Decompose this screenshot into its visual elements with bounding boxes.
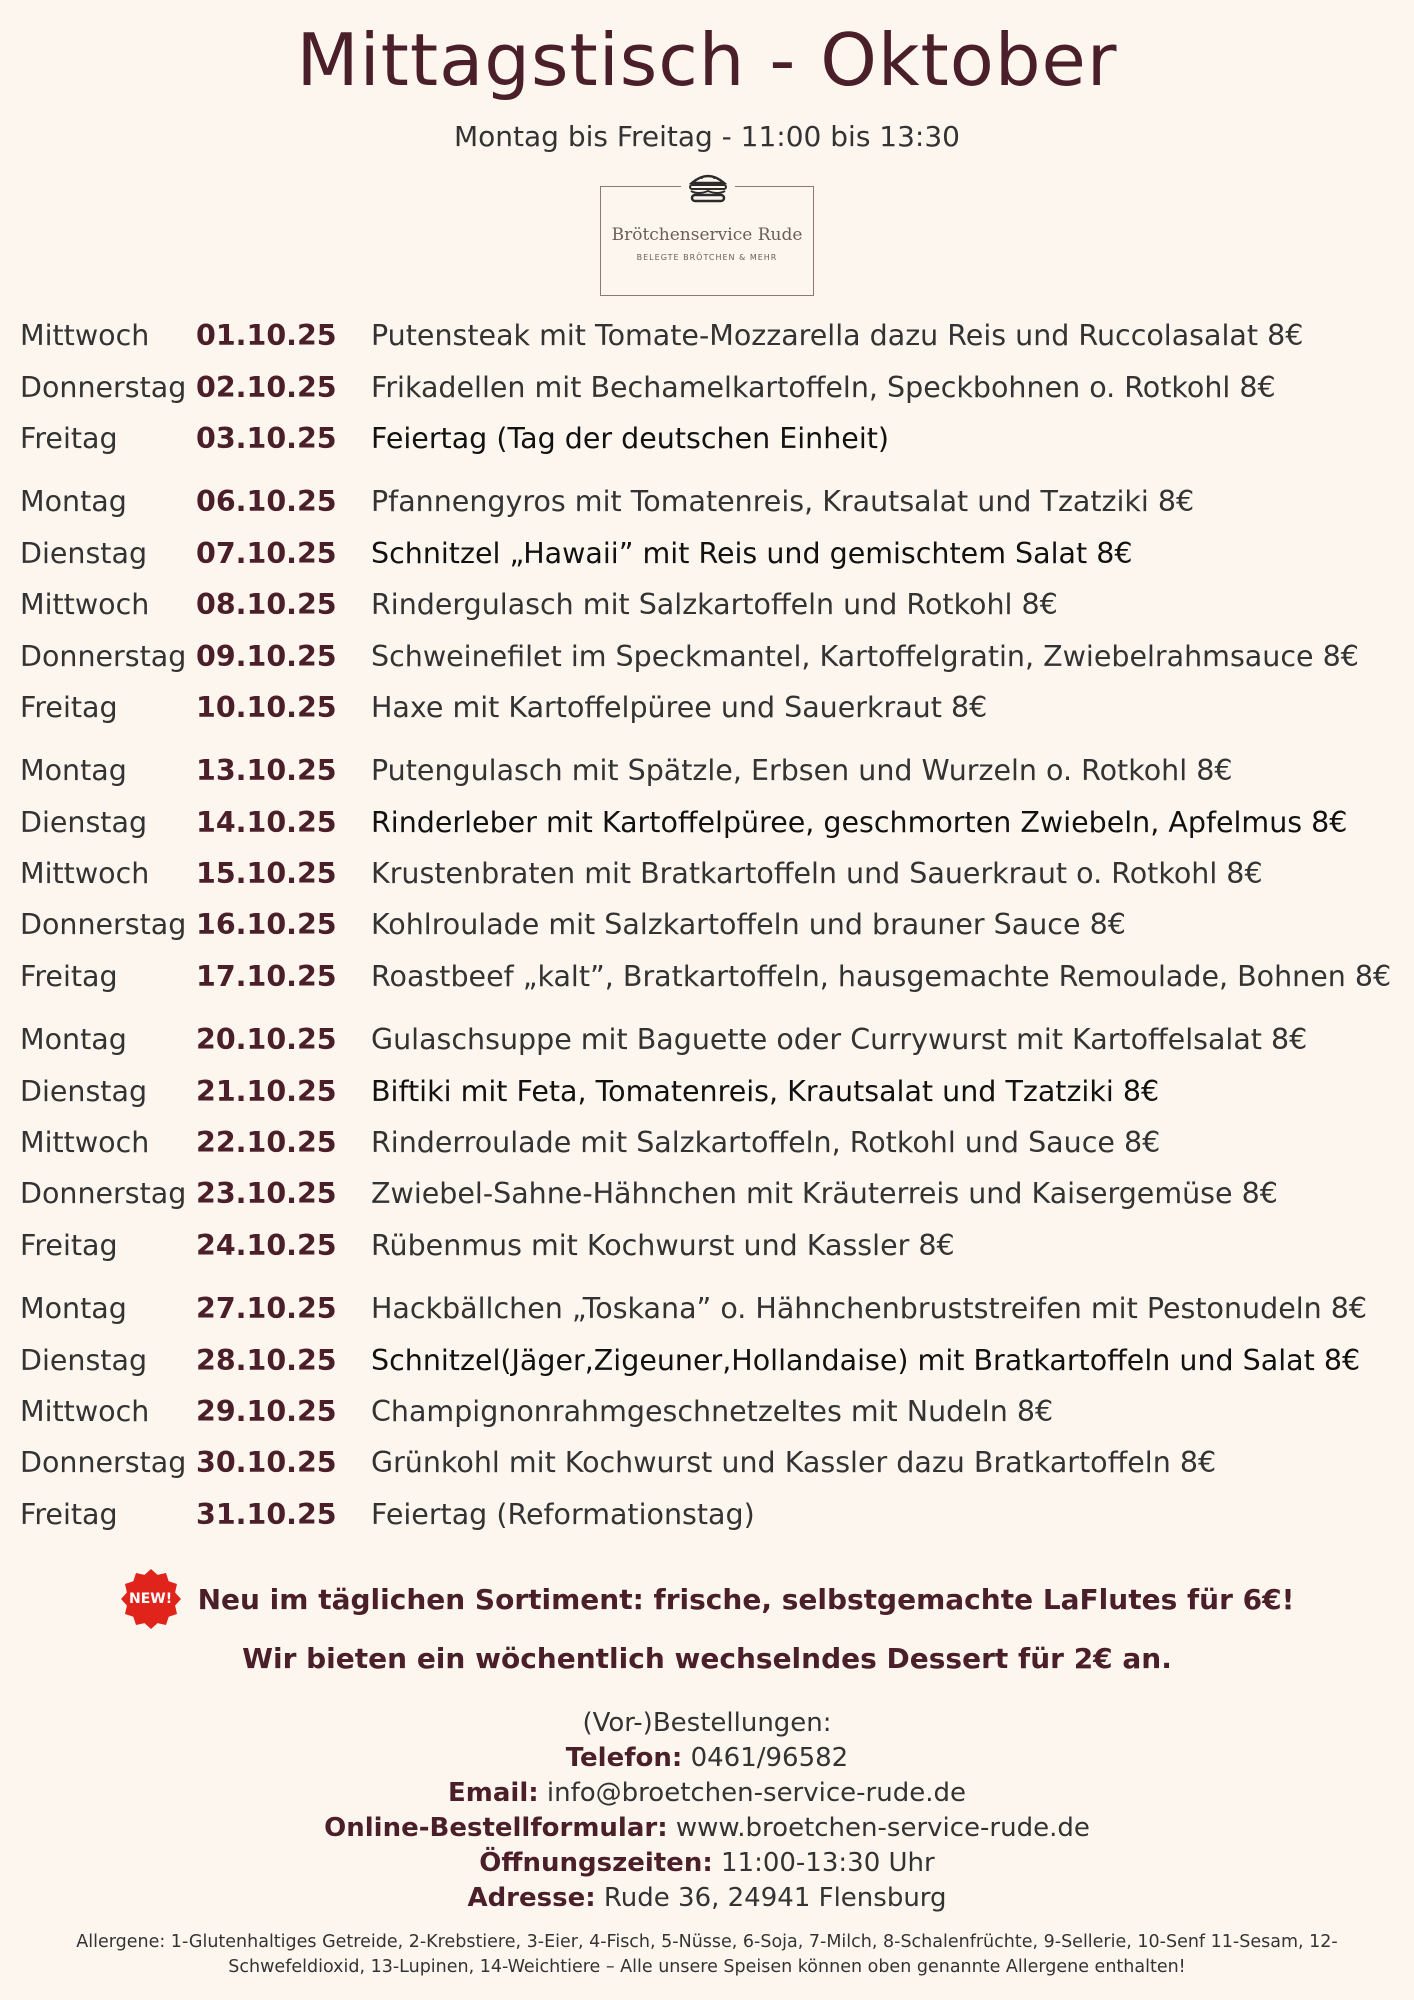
dish: Grünkohl mit Kochwurst und Kassler dazu Bratkartoffeln 8€ [371,1446,1217,1480]
menu-row [0,361,1414,412]
day-name: Montag [20,1023,127,1057]
menu-row [0,579,1414,630]
day-name: Donnerstag [20,370,187,404]
menu-row [0,1283,1414,1334]
date: 17.10.25 [196,959,337,993]
menu-week [0,745,1414,1002]
address-label: Adresse: [467,1883,596,1913]
date: 07.10.25 [196,536,337,570]
menu-row [0,413,1414,464]
day-name: Dienstag [20,1074,148,1108]
day-name: Freitag [20,959,118,993]
menu-row [0,899,1414,950]
date: 03.10.25 [196,421,337,455]
dish: Rinderroulade mit Salzkartoffeln, Rotkohl und Sauce 8€ [371,1126,1161,1160]
dish: Putengulasch mit Spätzle, Erbsen und Wurzeln o. Rotkohl 8€ [371,754,1233,788]
menu-row [0,1334,1414,1385]
dish: Hackbällchen „Toskana” o. Hähnchenbruststreifen mit Pestonudeln 8€ [371,1292,1368,1326]
dish: Krustenbraten mit Bratkartoffeln und Sauerkraut o. Rotkohl 8€ [371,857,1263,891]
dessert-note: Wir bieten ein wöchentlich wechselndes Dessert für 2€ an. [242,1642,1172,1675]
day-name: Mittwoch [20,1395,150,1428]
dish: Schnitzel „Hawaii” mit Reis und gemischtem Salat 8€ [371,536,1133,570]
day-name: Montag [20,485,127,519]
menu-row [0,682,1414,733]
date: 29.10.25 [196,1395,337,1428]
day-name: Dienstag [20,1343,148,1377]
date: 01.10.25 [196,319,337,353]
dish: Roastbeef „kalt”, Bratkartoffeln, hausgemachte Remoulade, Bohnen 8€ [371,959,1392,993]
allergen-note [50,1930,1364,1980]
burger-icon [681,165,735,209]
dish: Feiertag (Tag der deutschen Einheit) [371,421,890,455]
date: 24.10.25 [196,1228,337,1262]
dish: Rinderleber mit Kartoffelpüree, geschmorten Zwiebeln, Apfelmus 8€ [371,805,1348,839]
date: 13.10.25 [196,754,337,788]
news-line [0,1568,1414,1630]
day-name: Dienstag [20,536,148,570]
dish: Schweinefilet im Speckmantel, Kartoffelgratin, Zwiebelrahmsauce 8€ [371,639,1359,673]
dish: Frikadellen mit Bechamelkartoffeln, Speckbohnen o. Rotkohl 8€ [371,370,1276,404]
date: 16.10.25 [196,908,337,942]
date: 23.10.25 [196,1177,337,1211]
menu-row [0,476,1414,527]
menu-row [0,1220,1414,1271]
day-name: Montag [20,754,127,788]
date: 02.10.25 [196,370,337,404]
dish: Gulaschsuppe mit Baguette oder Currywurst mit Kartoffelsalat 8€ [371,1023,1308,1057]
dish: Schnitzel(Jäger,Zigeuner,Hollandaise) mit Bratkartoffeln und Salat 8€ [371,1343,1361,1377]
contact-form-row [0,1811,1414,1846]
hours-label: Öffnungszeiten: [479,1848,713,1878]
day-name: Donnerstag [20,1177,187,1211]
date: 10.10.25 [196,690,337,724]
dish: Feiertag (Reformationstag) [371,1497,755,1531]
menu-row [0,1168,1414,1219]
contact-phone-row [0,1741,1414,1776]
new-badge [120,1568,182,1630]
contact-email-row [0,1776,1414,1811]
menu-row [0,1437,1414,1488]
dish: Putensteak mit Tomate-Mozzarella dazu Reis und Ruccolasalat 8€ [371,319,1304,353]
dish: Rübenmus mit Kochwurst und Kassler 8€ [371,1228,955,1262]
menu-row [0,848,1414,899]
dish: Biftiki mit Feta, Tomatenreis, Krautsalat und Tzatziki 8€ [371,1074,1160,1108]
menu-week [0,1014,1414,1271]
form-label: Online-Bestellformular: [324,1813,668,1843]
menu-week [0,310,1414,464]
day-name: Mittwoch [20,588,150,622]
menu-row [0,745,1414,796]
menu-row [0,528,1414,579]
day-name: Freitag [20,1497,118,1531]
opening-subtitle: Montag bis Freitag - 11:00 bis 13:30 [454,120,960,153]
news-text: Neu im täglichen Sortiment: frische, selbstgemachte LaFlutes für 6€! [197,1582,1295,1616]
dish: Zwiebel-Sahne-Hähnchen mit Kräuterreis und Kaisergemüse 8€ [371,1177,1278,1211]
phone-value: 0461/96582 [690,1743,849,1773]
day-name: Freitag [20,690,118,724]
dish: Kohlroulade mit Salzkartoffeln und brauner Sauce 8€ [371,908,1126,942]
phone-label: Telefon: [565,1743,683,1773]
menu-row [0,797,1414,848]
day-name: Mittwoch [20,1126,150,1160]
menu-row [0,310,1414,361]
hours-value: 11:00-13:30 Uhr [721,1848,935,1878]
day-name: Montag [20,1292,127,1326]
day-name: Dienstag [20,805,148,839]
address-value: Rude 36, 24941 Flensburg [603,1883,947,1913]
day-name: Mittwoch [20,857,150,891]
contact-heading: (Vor-)Bestellungen: [582,1708,832,1738]
form-url[interactable]: www.broetchen-service-rude.de [675,1813,1090,1843]
day-name: Mittwoch [20,319,150,353]
date: 21.10.25 [196,1074,337,1108]
day-name: Donnerstag [20,908,187,942]
date: 09.10.25 [196,639,337,673]
day-name: Donnerstag [20,639,187,673]
menu-row [0,1117,1414,1168]
day-name: Freitag [20,421,118,455]
menu-row [0,1386,1414,1437]
day-name: Donnerstag [20,1446,187,1480]
dish: Pfannengyros mit Tomatenreis, Krautsalat und Tzatziki 8€ [371,485,1195,519]
allergen-line-1: Allergene: 1-Glutenhaltiges Getreide, 2-Krebstiere, 3-Eier, 4-Fisch, 5-Nüsse, 6-Soja, 7-Milch, 8-Schalenfrüchte, 9-Sellerie, 10-Senf 11-Sesam, 12- [76,1932,1338,1952]
date: 20.10.25 [196,1023,337,1057]
contact-hours-row [0,1846,1414,1881]
date: 30.10.25 [196,1446,337,1480]
allergen-line-2: Schwefeldioxid, 13-Lupinen, 14-Weichtiere – Alle unsere Speisen können oben genannte Allergene enthalten! [228,1957,1186,1977]
contact-block [0,1706,1414,1916]
logo [600,186,814,296]
date: 14.10.25 [196,805,337,839]
menu-row [0,630,1414,681]
date: 27.10.25 [196,1292,337,1326]
email-label: Email: [448,1778,539,1808]
menu-week [0,476,1414,733]
menu-row [0,1014,1414,1065]
menu-row [0,951,1414,1002]
date: 08.10.25 [196,588,337,622]
date: 06.10.25 [196,485,337,519]
menu-week [0,1283,1414,1540]
logo-tagline: BELEGTE BRÖTCHEN & MEHR [636,253,778,262]
logo-name: Brötchenservice Rude [611,225,803,245]
menu-row [0,1065,1414,1116]
dish: Haxe mit Kartoffelpüree und Sauerkraut 8€ [371,690,988,724]
menu-table [0,310,1414,1552]
date: 28.10.25 [196,1343,337,1377]
day-name: Freitag [20,1228,118,1262]
date: 15.10.25 [196,857,337,891]
dish: Rindergulasch mit Salzkartoffeln und Rotkohl 8€ [371,588,1058,622]
page-title: Mittagstisch - Oktober [296,18,1118,102]
dish: Champignonrahmgeschnetzeltes mit Nudeln 8€ [371,1395,1054,1428]
contact-address-row [0,1881,1414,1916]
menu-row [0,1489,1414,1540]
date: 31.10.25 [196,1497,337,1531]
new-badge-label: NEW! [129,1591,173,1607]
date: 22.10.25 [196,1126,337,1160]
email-value[interactable]: info@broetchen-service-rude.de [546,1778,966,1808]
